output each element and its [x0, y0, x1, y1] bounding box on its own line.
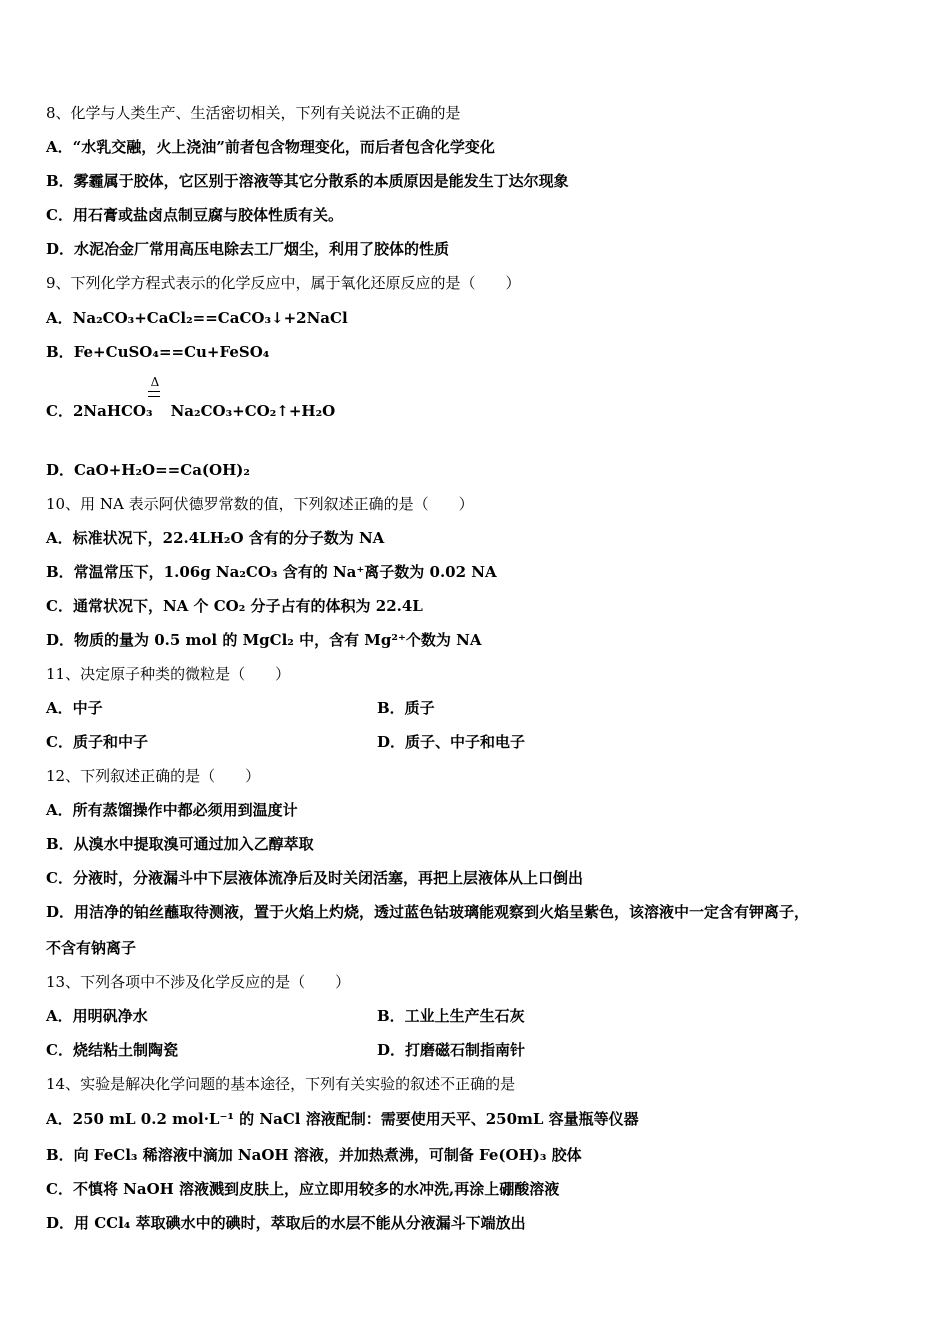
q9-option-c-products: Na₂CO₃+CO₂↑+H₂O — [170, 402, 336, 420]
q11-option-a: A．中子 — [46, 699, 103, 717]
q12-option-d-line1: D．用洁净的铂丝蘸取待测液，置于火焰上灼烧，透过蓝色钴玻璃能观察到火焰呈紫色，该溶液中一定含有钾离子， — [46, 903, 810, 921]
q9-option-a-prefix: A． — [46, 309, 73, 327]
q10-option-b: B．常温常压下，1.06g Na₂CO₃ 含有的 Na⁺离子数为 0.02 NA — [46, 563, 497, 581]
q10-option-c: C．通常状况下，NA 个 CO₂ 分子占有的体积为 22.4L — [46, 597, 423, 615]
q9-option-a-formula: Na₂CO₃+CaCl₂==CaCO₃↓+2NaCl — [72, 309, 348, 327]
q13-option-d: D．打磨磁石制指南针 — [377, 1041, 526, 1059]
q9-option-c — [46, 401, 335, 421]
q8-option-a: A．“水乳交融，火上浇油”前者包含物理变化，而后者包含化学变化 — [46, 138, 495, 156]
q9-option-c-reactant: 2NaHCO₃ — [72, 402, 153, 420]
q8-stem: 8、化学与人类生产、生活密切相关，下列有关说法不正确的是 — [46, 104, 461, 122]
q12-stem: 12、下列叙述正确的是（ ） — [46, 767, 261, 785]
q9-option-c-prefix: C． — [46, 402, 73, 420]
q9-stem: 9、下列化学方程式表示的化学反应中，属于氧化还原反应的是（ ） — [46, 274, 521, 292]
q9-option-d-formula: CaO+H₂O==Ca(OH)₂ — [74, 461, 250, 479]
q12-option-c: C．分液时，分液漏斗中下层液体流净后及时关闭活塞，再把上层液体从上口倒出 — [46, 869, 583, 887]
q9-option-b — [46, 342, 269, 362]
q9-option-d — [46, 460, 250, 480]
q13-option-a: A．用明矾净水 — [46, 1007, 148, 1025]
heat-condition-symbol: Δ — [150, 375, 160, 389]
q11-option-d: D．质子、中子和电子 — [377, 733, 526, 751]
q12-option-b: B．从溴水中提取溴可通过加入乙醇萃取 — [46, 835, 314, 853]
q14-stem: 14、实验是解决化学问题的基本途径，下列有关实验的叙述不正确的是 — [46, 1075, 516, 1093]
q10-stem: 10、用 NA 表示阿伏德罗常数的值，下列叙述正确的是（ ） — [46, 495, 474, 513]
q12-option-d-line2: 不含有钠离子 — [46, 939, 137, 957]
q13-option-c: C．烧结粘土制陶瓷 — [46, 1041, 178, 1059]
q14-option-c: C．不慎将 NaOH 溶液溅到皮肤上，应立即用较多的水冲洗,再涂上硼酸溶液 — [46, 1180, 560, 1198]
q13-option-b: B．工业上生产生石灰 — [377, 1007, 525, 1025]
q14-option-b: B．向 FeCl₃ 稀溶液中滴加 NaOH 溶液，并加热煮沸，可制备 Fe(OH)₃ 胶体 — [46, 1146, 582, 1164]
reaction-arrow — [148, 391, 160, 397]
q10-option-a: A．标准状况下，22.4LH₂O 含有的分子数为 NA — [46, 529, 385, 547]
q12-option-a: A．所有蒸馏操作中都必须用到温度计 — [46, 801, 298, 819]
q9-option-b-formula: Fe+CuSO₄==Cu+FeSO₄ — [73, 343, 270, 361]
q8-option-c: C．用石膏或盐卤点制豆腐与胶体性质有关。 — [46, 206, 343, 224]
q9-option-a — [46, 308, 348, 328]
q11-stem: 11、决定原子种类的微粒是（ ） — [46, 665, 291, 683]
q8-option-d: D．水泥冶金厂常用高压电除去工厂烟尘，利用了胶体的性质 — [46, 240, 450, 258]
q14-option-d: D．用 CCl₄ 萃取碘水中的碘时，萃取后的水层不能从分液漏斗下端放出 — [46, 1214, 526, 1232]
q10-option-d: D．物质的量为 0.5 mol 的 MgCl₂ 中，含有 Mg²⁺个数为 NA — [46, 631, 482, 649]
q14-option-a: A．250 mL 0.2 mol·L⁻¹ 的 NaCl 溶液配制：需要使用天平、250mL 容量瓶等仪器 — [46, 1110, 639, 1128]
q13-stem: 13、下列各项中不涉及化学反应的是（ ） — [46, 973, 351, 991]
q11-option-b: B．质子 — [377, 699, 435, 717]
q8-option-b: B．雾霾属于胶体，它区别于溶液等其它分散系的本质原因是能发生丁达尔现象 — [46, 172, 569, 190]
q11-option-c: C．质子和中子 — [46, 733, 148, 751]
q9-option-b-prefix: B． — [46, 343, 74, 361]
q9-option-d-prefix: D． — [46, 461, 75, 479]
